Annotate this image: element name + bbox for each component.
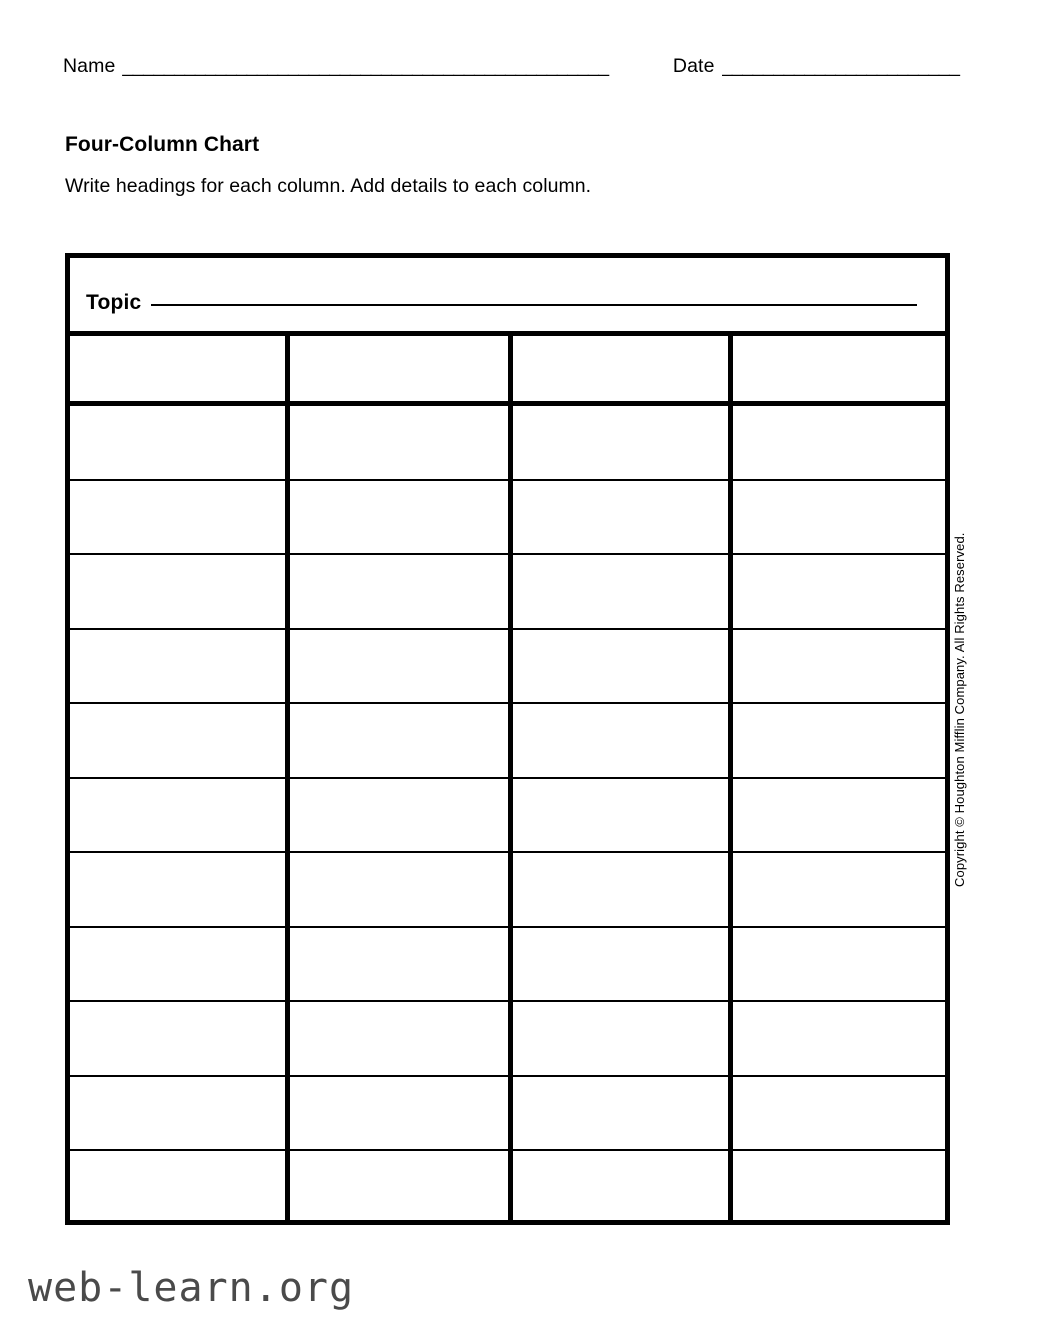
copyright-text: Copyright © Houghton Mifflin Company. All Rights Reserved. bbox=[952, 532, 967, 887]
name-label: Name bbox=[63, 55, 116, 77]
column-divider-3 bbox=[728, 336, 733, 1225]
column-divider-2 bbox=[508, 336, 513, 1225]
topic-write-in-line[interactable] bbox=[151, 304, 917, 306]
chart-grid bbox=[70, 336, 945, 1225]
copyright-notice bbox=[952, 59, 974, 887]
date-label: Date bbox=[672, 55, 715, 77]
site-watermark: web-learn.org bbox=[28, 1265, 355, 1311]
topic-row bbox=[70, 258, 945, 336]
instructions-text: Write headings for each column. Add details to each column. bbox=[65, 175, 592, 197]
name-write-in-line[interactable]: _______________________________________________ bbox=[122, 57, 609, 77]
date-write-in-line[interactable]: _______________________ bbox=[721, 57, 960, 77]
four-column-chart-table bbox=[65, 253, 950, 1225]
topic-label: Topic bbox=[86, 291, 142, 314]
name-date-row bbox=[63, 57, 975, 87]
topic-row-inner bbox=[70, 291, 945, 331]
column-divider-1 bbox=[285, 336, 290, 1225]
page-title: Four-Column Chart bbox=[65, 133, 260, 156]
